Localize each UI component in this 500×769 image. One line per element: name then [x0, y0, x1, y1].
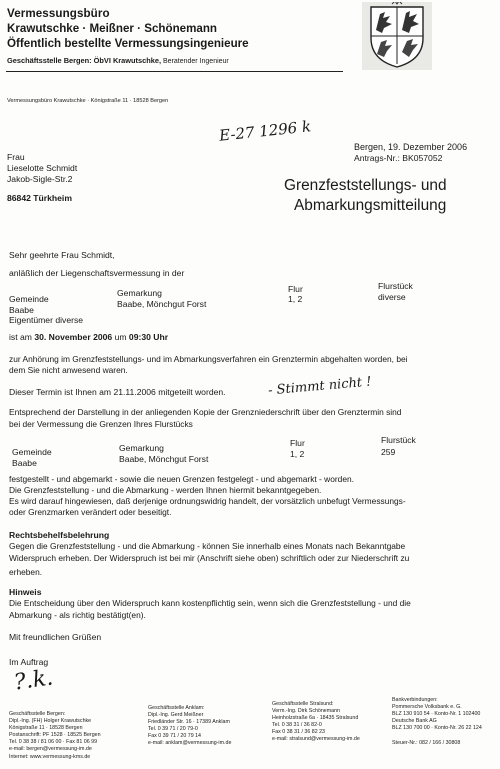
paragraph3-line1: Entsprechend der Darstellung in der anliegenden Kopie der Grenzniederschrift über den Grenztermin sind [9, 407, 402, 417]
footer-line: Fax 0 39 71 / 20 79 14 [148, 733, 202, 740]
footer-line: e-mail: bergen@vermessung-im.de [9, 746, 92, 753]
paragraph4-line3: Es wird darauf hingewiesen, daß derjenige ordnungswidrig handelt, der vorsätzlich unbefugt Vermessungs- [9, 496, 406, 506]
table2-gemarkung-value: Baabe, Mönchgut Forst [119, 454, 209, 464]
coat-of-arms-icon [362, 2, 432, 70]
footer-line: Internet: www.vermessung-kms.de [9, 753, 91, 760]
footer-line: Bankverbindungen: [392, 697, 438, 703]
letter-date: Bergen, 19. Dezember 2006 [354, 142, 468, 152]
table1-flur-label: Flur [288, 284, 303, 294]
table1-gemeinde-value: Baabe [9, 305, 34, 315]
footer-col-anklam [148, 705, 260, 748]
footer-col-bergen [9, 711, 121, 761]
termin-time: 09:30 Uhr [128, 332, 169, 342]
table2-gemarkung-label: Gemarkung [119, 443, 164, 453]
footer-line: Tel. 0 38 31 / 36 82-0 [272, 722, 322, 729]
rbb-line3: erheben. [9, 567, 43, 577]
table2-gemeinde-value: Baabe [12, 458, 37, 468]
letterhead-branch [7, 56, 229, 65]
footer-line: Tel. 0 38 38 / 81 06 00 · Fax 81 06 99 [9, 739, 98, 746]
recipient-street: Jakob-Sigle-Str.2 [7, 174, 73, 184]
rbb-heading: Rechtsbehelfsbelehrung [9, 530, 110, 540]
table1-flur-value: 1, 2 [288, 294, 303, 304]
table2-flur-value: 1, 2 [290, 449, 305, 459]
footer-line [392, 732, 498, 739]
footer-line: Steuer-Nr.: 082 / 166 / 30808 [392, 739, 461, 746]
handwritten-note: - Stimmt nicht ! [267, 374, 373, 399]
table2-flur-label: Flur [290, 438, 305, 448]
table1-owner: Eigentümer diverse [9, 315, 84, 325]
closing: Mit freundlichen Grüßen [9, 632, 102, 642]
paragraph1-line1: zur Anhörung im Grenzfeststellungs- und im Abmarkungsverfahren ein Grenztermin abgehalten worden, bei [9, 354, 408, 364]
intro: anläßlich der Liegenschaftsvermessung in der [9, 268, 185, 278]
footer-line: Pommersche Volksbank e. G. [392, 704, 462, 711]
table2-gemeinde-label: Gemeinde [12, 447, 52, 457]
footer-line: Friedländer Str. 16 · 17389 Anklam [148, 719, 230, 726]
footer-col-bank [392, 697, 498, 747]
footer-line: e-mail: anklam@vermessung-im.de [148, 740, 232, 747]
application-number: Antrags-Nr.: BK057052 [354, 153, 443, 163]
termin-mid: um [114, 332, 127, 342]
footer-line: Geschäftsstelle Stralsund: [272, 701, 334, 707]
signature: ?.k. [12, 665, 55, 696]
footer-line: Deutsche Bank AG [392, 718, 437, 725]
paragraph4-line4: oder Grenzmarken verändert oder beseitigt. [9, 507, 172, 517]
branch-label: Geschäftsstelle Bergen: ÖbVI Krawutschke, [7, 56, 162, 65]
footer-line: Heinholzstraße 6a · 18435 Stralsund [272, 715, 359, 722]
recipient-city: 86842 Türkheim [7, 193, 72, 203]
footer-line: e-mail: stralsund@vermessung-im.de [272, 736, 360, 743]
letterhead-divider [6, 71, 343, 72]
rbb-line1: Gegen die Grenzfeststellung - und die Abmarkung - können Sie innerhalb eines Monats nach Bekanntgabe [9, 541, 406, 551]
table1-gemarkung-value: Baabe, Mönchgut Forst [117, 299, 207, 309]
paragraph1-line2: dem Sie nicht anwesend waren. [9, 365, 128, 375]
table2-flurstueck-value: 259 [381, 447, 396, 457]
table1-flurstueck-value: diverse [378, 292, 406, 302]
rbb-line2: Widerspruch erheben. Der Widerspruch ist bei mir (Anschrift siehe oben) schriftlich oder zur Niederschrift zu [9, 553, 410, 563]
letterhead-line2: Krawutschke · Meißner · Schönemann [7, 22, 218, 35]
recipient-name: Lieselotte Schmidt [7, 163, 78, 173]
title-line1: Grenzfeststellungs- und [284, 177, 447, 194]
letterhead-line1: Vermessungsbüro [7, 7, 110, 20]
footer-line: Geschäftsstelle Anklam: [148, 705, 205, 711]
greeting: Sehr geehrte Frau Schmidt, [9, 250, 115, 260]
recipient-salutation: Frau [7, 152, 25, 162]
handwritten-reference: E-27 1296 k [218, 117, 312, 145]
footer-col-stralsund [272, 701, 384, 744]
termin-date: 30. November 2006 [34, 332, 113, 342]
table1-gemeinde-label: Gemeinde [9, 294, 49, 304]
hinweis-line1: Die Entscheidung über den Widerspruch kann kostenpflichtig sein, wenn sich die Grenzfeststellung - und die [9, 598, 411, 608]
footer-line: Postanschrift: PF 1528 · 18525 Bergen [9, 732, 101, 739]
footer-line: Dipl.-Ing. (FH) Holger Krawutschke [9, 718, 92, 725]
letterhead-line3: Öffentlich bestellte Vermessungsingenieure [7, 37, 249, 50]
termin-line [9, 332, 168, 342]
paragraph2: Dieser Termin ist Ihnen am 21.11.2006 mitgeteilt worden. [9, 387, 226, 397]
termin-prefix: ist am [9, 332, 32, 342]
title-line2: Abmarkungsmitteilung [294, 197, 447, 214]
branch-role: Beratender Ingenieur [162, 58, 229, 65]
footer-line: Königstraße 11 · 18528 Bergen [9, 725, 83, 732]
hinweis-heading: Hinweis [9, 587, 42, 597]
im-auftrag: Im Auftrag [9, 657, 49, 667]
hinweis-line2: Abmarkung - als richtig bestätigt(en). [9, 610, 146, 620]
footer-line: Dipl.-Ing. Gerd Meißner [148, 712, 204, 719]
footer-line: Tel. 0 39 71 / 20 79-0 [148, 726, 198, 733]
footer-line: BLZ 130 910 54 · Konto-Nr. 1 102400 [392, 711, 481, 718]
footer-line: BLZ 130 700 00 · Konto-Nr. 26 22 124 [392, 725, 482, 732]
table2-flurstueck-label: Flurstück [381, 435, 416, 445]
footer-line: Verm.-Ing. Dirk Schönemann [272, 708, 341, 715]
paragraph4-line2: Die Grenzfeststellung - und die Abmarkung - werden Ihnen hiermit bekanntgegeben. [9, 485, 322, 495]
footer-line: Fax 0 38 31 / 36 82 23 [272, 729, 326, 736]
return-address: Vermessungsbüro Krawutschke · Königstraße 11 · 18528 Bergen [7, 98, 169, 104]
paragraph4-line1: festgestellt - und abgemarkt - sowie die neuen Grenzen festgelegt - und abgemarkt - worden. [9, 474, 354, 484]
table1-gemarkung-label: Gemarkung [117, 288, 162, 298]
table1-flurstueck-label: Flurstück [378, 281, 413, 291]
paragraph3-line2: bei der Vermessung die Grenzen Ihres Flurstücks [9, 419, 193, 429]
footer-line: Geschäftsstelle Bergen: [9, 711, 66, 717]
